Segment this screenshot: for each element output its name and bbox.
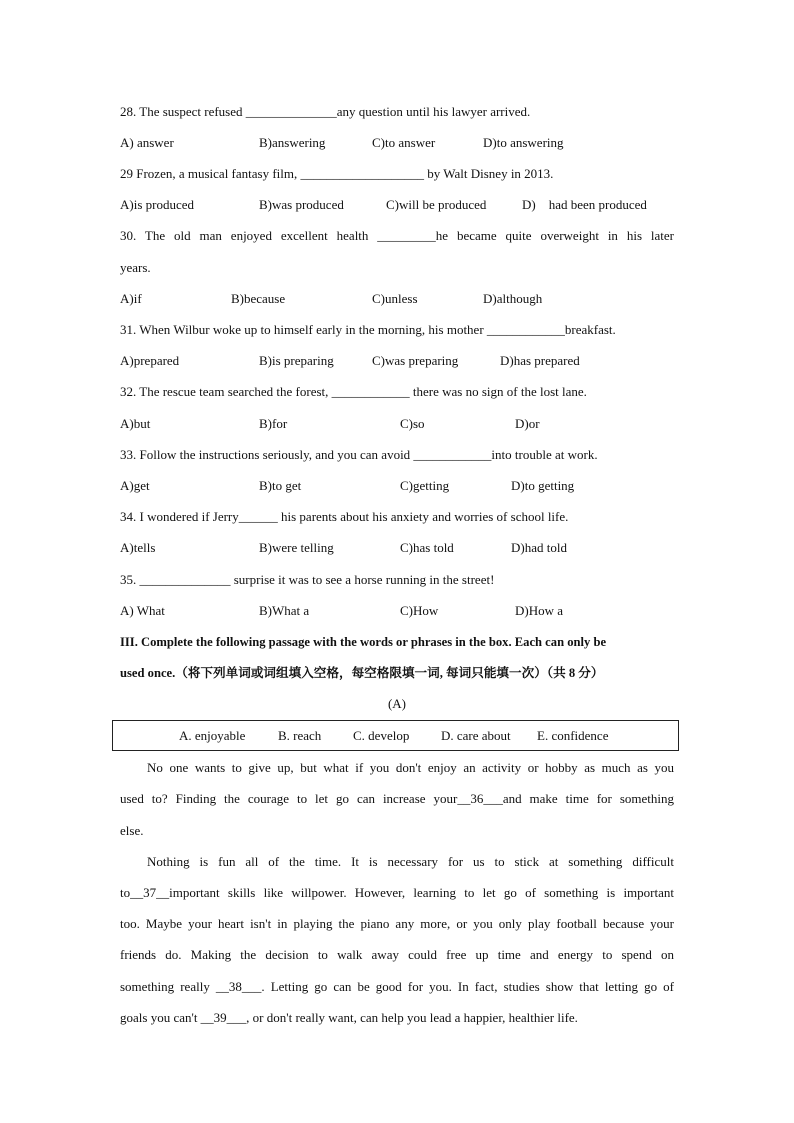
passage-p2-line6: goals you can't __39___, or don't really want, can help you lead a happier, healthier life. xyxy=(120,1010,578,1025)
q31-option-b: B)is preparing xyxy=(259,353,334,368)
section-3-heading-line1: III. Complete the following passage with the words or phrases in the box. Each can only be xyxy=(120,635,607,649)
passage-p2-line5: something really __38___. Letting go can be good for you. In fact, studies show that letting go of xyxy=(120,979,674,994)
q34-option-d: D)had told xyxy=(511,540,567,555)
q31-option-c: C)was preparing xyxy=(372,353,459,368)
question-28-stem: 28. The suspect refused ______________any question until his lawyer arrived. xyxy=(120,104,531,119)
q30-option-b: B)because xyxy=(231,291,286,306)
q35-option-d: D)How a xyxy=(515,603,564,618)
passage-p2-line3: too. Maybe your heart isn't in playing the piano any more, or you only play football because your xyxy=(120,916,674,931)
q35-option-c: C)How xyxy=(400,603,439,618)
word-box-item-d: D. care about xyxy=(441,728,511,743)
question-32-stem: 32. The rescue team searched the forest, ____________ there was no sign of the lost lane. xyxy=(120,384,587,399)
q34-option-b: B)were telling xyxy=(259,540,334,555)
word-box-item-e: E. confidence xyxy=(537,728,609,743)
question-34-stem: 34. I wondered if Jerry______ his parents about his anxiety and worries of school life. xyxy=(120,509,569,524)
q29-option-b: B)was produced xyxy=(259,197,344,212)
q28-option-a: A) answer xyxy=(120,135,174,150)
q28-option-c: C)to answer xyxy=(372,135,436,150)
q32-option-d: D)or xyxy=(515,416,540,431)
q34-option-c: C)has told xyxy=(400,540,454,555)
passage-p2-line1: Nothing is fun all of the time. It is necessary for us to stick at something difficult xyxy=(147,854,674,869)
q29-option-d: D) had been produced xyxy=(522,197,647,212)
passage-p1-line2: used to? Finding the courage to let go can increase your__36___and make time for something xyxy=(120,791,674,806)
passage-p1-line1: No one wants to give up, but what if you don't enjoy an activity or hobby as much as you xyxy=(147,760,674,775)
q28-option-d: D)to answering xyxy=(483,135,564,150)
q33-option-b: B)to get xyxy=(259,478,302,493)
q32-option-a: A)but xyxy=(120,416,151,431)
q30-option-a: A)if xyxy=(120,291,142,306)
question-35-stem: 35. ______________ surprise it was to see a horse running in the street! xyxy=(120,572,495,587)
q33-option-c: C)getting xyxy=(400,478,450,493)
passage-p2-line4: friends do. Making the decision to walk away could free up time and energy to spend on xyxy=(120,947,674,962)
section-3-heading-line2: used once.（将下列单词或词组填入空格，每空格限填一词, 每词只能填一次）（共 8 分） xyxy=(120,666,604,680)
q30-option-c: C)unless xyxy=(372,291,418,306)
q32-option-c: C)so xyxy=(400,416,425,431)
question-29-stem: 29 Frozen, a musical fantasy film, ___________________ by Walt Disney in 2013. xyxy=(120,166,554,181)
q31-option-a: A)prepared xyxy=(120,353,180,368)
q29-option-a: A)is produced xyxy=(120,197,195,212)
question-30-stem-line2: years. xyxy=(120,260,151,275)
word-box-item-a: A. enjoyable xyxy=(179,728,246,743)
q29-option-c: C)will be produced xyxy=(386,197,487,212)
q33-option-d: D)to getting xyxy=(511,478,575,493)
question-31-stem: 31. When Wilbur woke up to himself early in the morning, his mother ____________breakfast. xyxy=(120,322,616,337)
q30-option-d: D)although xyxy=(483,291,543,306)
question-30-stem-line1: 30. The old man enjoyed excellent health _________he became quite overweight in his later xyxy=(120,228,674,243)
word-box xyxy=(112,720,679,751)
q35-option-a: A) What xyxy=(120,603,165,618)
word-box-item-b: B. reach xyxy=(278,728,322,743)
q28-option-b: B)answering xyxy=(259,135,326,150)
question-33-stem: 33. Follow the instructions seriously, and you can avoid ____________into trouble at work. xyxy=(120,447,598,462)
word-box-item-c: C. develop xyxy=(353,728,410,743)
q33-option-a: A)get xyxy=(120,478,150,493)
q34-option-a: A)tells xyxy=(120,540,156,555)
passage-p1-line3: else. xyxy=(120,823,144,838)
q35-option-b: B)What a xyxy=(259,603,310,618)
q31-option-d: D)has prepared xyxy=(500,353,580,368)
part-a-label: (A) xyxy=(387,696,407,711)
q32-option-b: B)for xyxy=(259,416,288,431)
passage-p2-line2: to__37__important skills like willpower. However, learning to let go of something is important xyxy=(120,885,674,900)
